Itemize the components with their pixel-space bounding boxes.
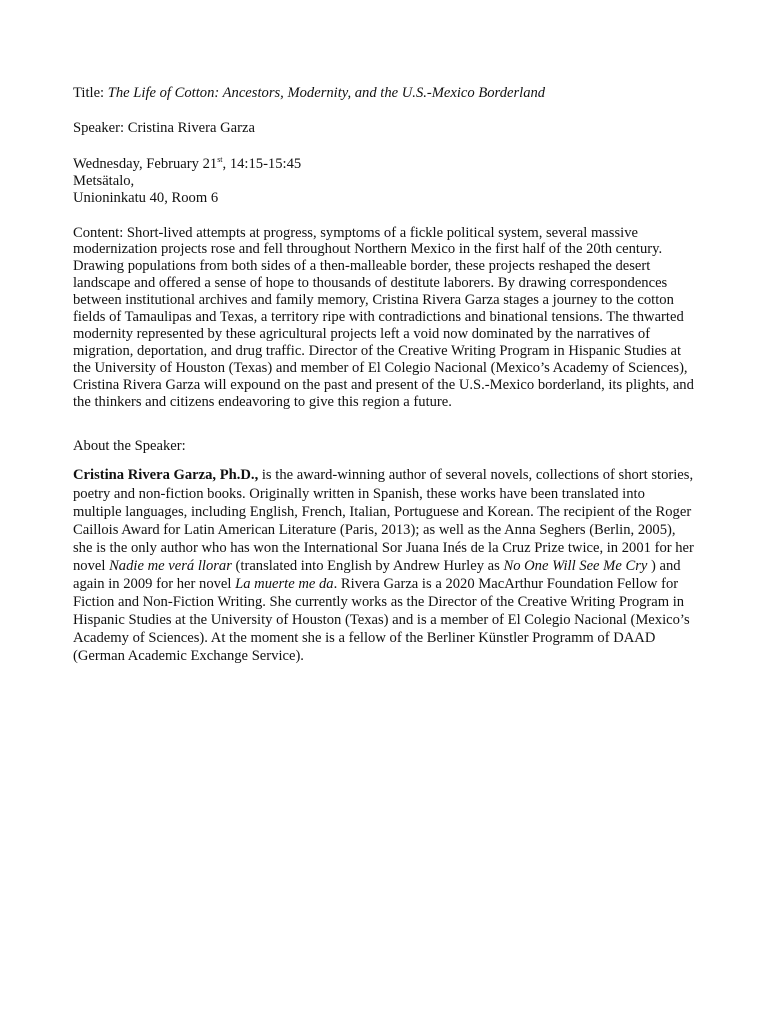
speaker-name: Cristina Rivera Garza	[127, 119, 255, 136]
event-address: Unioninkatu 40, Room 6	[73, 189, 219, 206]
bio-text-4: . Rivera Garza is a 2020 MacArthur Foundation Fellow for Fiction and Non-Fiction Writing. She currently works as the Director of the Creative Writing Program in Hispanic Studies at the University of Houston (Texas) and is a member of El Colegio Nacional (Mexico’s Academy of Sciences). At the moment she is a fellow of the Berliner Künstler Programm of DAAD (German Academic Exchange Service).	[73, 575, 690, 665]
title-label: Title:	[73, 85, 108, 101]
speaker-line	[73, 120, 697, 137]
title-line	[73, 85, 697, 102]
talk-title: The Life of Cotton: Ancestors, Modernity, and the U.S.-Mexico Borderland	[107, 85, 546, 101]
event-date: Wednesday, February 21	[73, 155, 218, 172]
bio-text-2: (translated into English by Andrew Hurley as	[231, 557, 504, 574]
event-datetime	[73, 156, 697, 173]
speaker-bio	[73, 466, 697, 665]
event-building: Metsätalo,	[73, 172, 135, 189]
bio-text-3: ) and again in 2009 for her novel	[73, 557, 681, 592]
novel-title-1: Nadie me verá llorar	[109, 557, 232, 574]
document-page	[73, 85, 697, 665]
novel-translation-title: No One Will See Me Cry	[503, 557, 648, 574]
speaker-label: Speaker:	[73, 119, 128, 136]
event-date-suffix: st	[217, 154, 223, 164]
event-details	[73, 156, 697, 207]
novel-title-2: La muerte me da	[235, 575, 334, 592]
event-time: , 14:15-15:45	[222, 155, 302, 172]
bio-text-1: is the award-winning author of several novels, collections of short stories, poetry and non-fiction books. Originally written in Spanish, these works have been translated into multiple languages, including English, French, Italian, Portuguese and Korean. The recipient of the Roger Caillois Award for Latin American Literature (Paris, 2013); as well as the Anna Seghers (Berlin, 2005), she is the only author who has won the International Sor Juana Inés de la Cruz Prize twice, in 2001 for her novel	[73, 467, 694, 574]
content-paragraph: Content: Short-lived attempts at progress, symptoms of a fickle political system, several massive modernization projects rose and fell throughout Northern Mexico in the first half of the 20th century. Drawing populations from both sides of a then-malleable border, these projects reshaped the desert landscape and offered a sense of hope to thousands of destitute laborers. By drawing correspondences between institutional archives and family memory, Cristina Rivera Garza stages a journey to the cotton fields of Tamaulipas and Texas, a territory ripe with contradictions and binational tensions. The thwarted modernity represented by these agricultural projects left a void now dominated by the narratives of migration, deportation, and drug traffic. Director of the Creative Writing Program in Hispanic Studies at the University of Houston (Texas) and member of El Colegio Nacional (Mexico’s Academy of Sciences), Cristina Rivera Garza will expound on the past and present of the U.S.-Mexico borderland, its plights, and the thinkers and citizens endeavoring to give this region a future.	[73, 224, 694, 410]
about-heading: About the Speaker:	[73, 437, 186, 454]
bio-name: Cristina Rivera Garza, Ph.D.,	[73, 467, 259, 484]
